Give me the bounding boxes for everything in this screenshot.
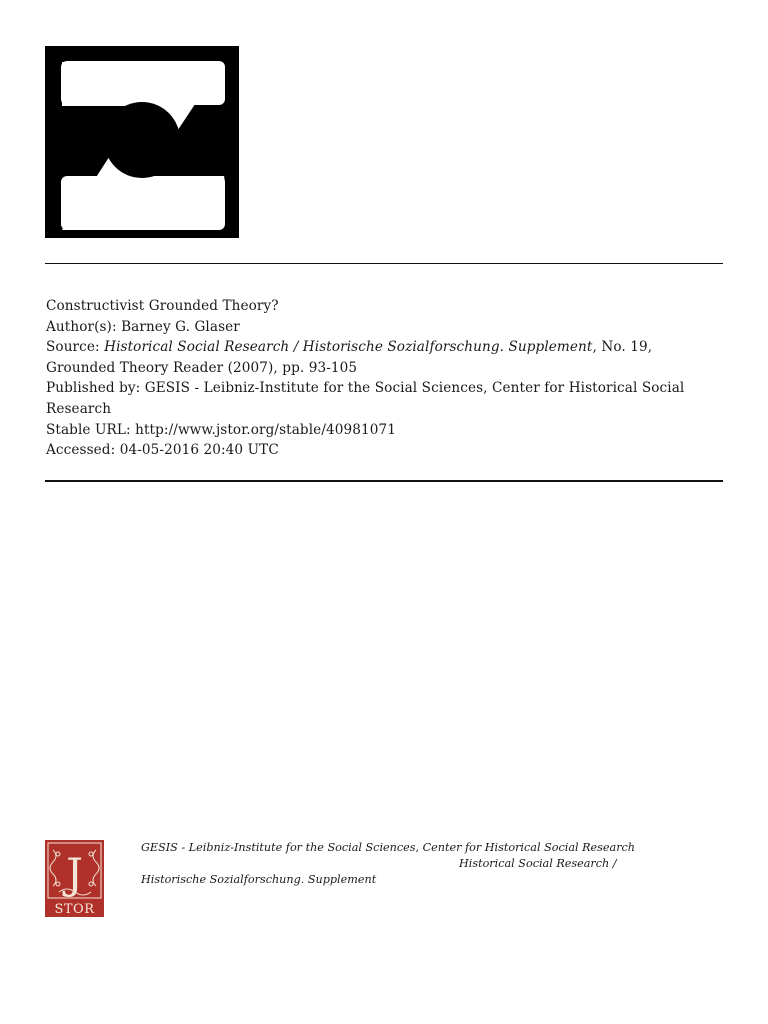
publisher-line-2: Research xyxy=(46,400,112,417)
jstor-logo-text: STOR xyxy=(54,902,95,917)
author-line xyxy=(46,317,722,338)
source-journal: Historical Social Research / Historische Sozialforschung. Supplement xyxy=(104,339,593,356)
footer-journal-line2: Historische Sozialforschung. Supplement xyxy=(141,873,377,886)
jstor-logo-initial: J xyxy=(66,849,83,898)
stable-url-line xyxy=(46,420,722,441)
publisher-name: GESIS - Leibniz-Institute for the Social Sciences, Center for Historical Social xyxy=(144,380,685,397)
footer-text xyxy=(141,840,681,888)
jstor-logo-icon[interactable] xyxy=(45,840,104,917)
zhsf-z-logo-icon xyxy=(45,46,239,238)
article-title: Constructivist Grounded Theory? xyxy=(46,298,279,314)
stable-url-link[interactable]: http://www.jstor.org/stable/40981071 xyxy=(135,421,396,438)
author-name: Barney G. Glaser xyxy=(121,318,240,335)
publisher-line xyxy=(46,378,722,399)
bottom-rule xyxy=(45,480,723,482)
stable-url-label: Stable URL: xyxy=(46,421,131,438)
citation-block xyxy=(46,296,722,461)
accessed-line xyxy=(46,440,722,461)
author-label: Author(s): xyxy=(46,318,117,335)
accessed-date: 04-05-2016 20:40 UTC xyxy=(119,442,279,459)
source-line xyxy=(46,337,722,358)
publisher-label: Published by: xyxy=(46,380,141,397)
source-detail: Grounded Theory Reader (2007), pp. 93-105 xyxy=(46,359,358,376)
source-label: Source: xyxy=(46,339,100,356)
top-rule xyxy=(45,263,723,264)
source-issue: , No. 19, xyxy=(592,339,653,356)
accessed-label: Accessed: xyxy=(46,442,116,459)
footer-publisher: GESIS - Leibniz-Institute for the Social Sciences, Center for Historical Social Research xyxy=(141,841,636,854)
footer-journal-line1: Historical Social Research / xyxy=(459,857,617,870)
